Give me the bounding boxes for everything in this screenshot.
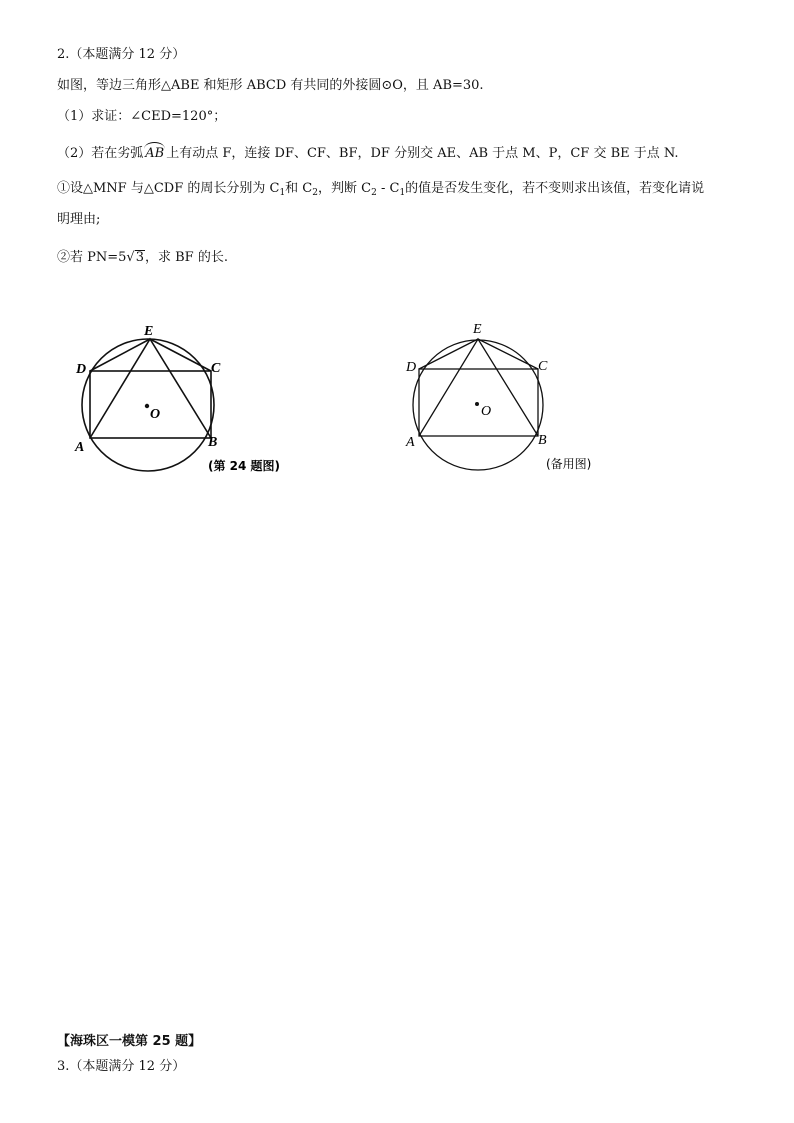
label-b: B [208,435,218,450]
sub2-text-a: ②若 PN=5 [57,250,127,265]
sub1-text-b: 和 C [285,181,313,196]
sub1-subscript-3: 2 [371,188,377,198]
q2-sub1 [57,180,704,202]
sub1-text-c: ，判断 C [318,181,372,196]
q2-part2 [57,145,679,163]
q3-source: 【海珠区一模第 25 题】 [57,1034,202,1049]
sub1-text-a: ①设△MNF 与△CDF 的周长分别为 C [57,181,280,196]
sub1-subscript-1: 1 [279,188,286,198]
q2-part1: （1）求证：∠CED=120°； [57,109,227,124]
label-o: O [150,407,161,422]
sub1-text-d: - C [376,181,400,196]
sub1-text-e: 的值是否发生变化，若不变则求出该值，若变化请说 [405,181,705,196]
q2-part2-pre: （2）若在劣弧 [57,146,144,161]
q3-header: 3.（本题满分 12 分） [57,1059,186,1074]
figure-caption: (第 24 题图) [208,459,281,473]
label-d: D [76,362,87,377]
label-d: D [406,360,417,375]
arc-label: AB [145,146,165,161]
q2-sub1-continued: 明理由; [57,212,101,227]
sqrt-sign-icon: √ [126,250,135,265]
triangle-abe [90,339,211,438]
rectangle-abcd [90,371,211,438]
label-c: C [211,361,221,376]
label-a: A [75,440,85,455]
sub1-subscript-2: 2 [312,188,318,198]
sub2-text-b: ，求 BF 的长. [145,250,228,265]
q2-sub2 [57,249,228,267]
rectangle-abcd [419,369,538,436]
center-point [145,404,149,408]
arc-mark-icon [144,142,165,149]
label-e: E [144,324,154,339]
label-b: B [538,433,547,448]
figure-main [70,318,310,483]
figure-caption: (备用图) [546,457,592,471]
center-point [475,402,479,406]
q2-header: 2.（本题满分 12 分） [57,47,186,62]
triangle-abe [419,339,538,436]
sqrt-radicand: 3 [135,250,144,265]
label-e: E [473,322,482,337]
label-c: C [538,359,548,374]
label-a: A [406,435,415,450]
arc-notation [143,145,166,163]
q2-part2-post: 上有动点 F，连接 DF、CF、BF，DF 分别交 AE、AB 于点 M、P，CF 交 BE 于点 N. [166,146,679,161]
q2-stem: 如图，等边三角形△ABE 和矩形 ABCD 有共同的外接圆⊙O，且 AB=30. [57,78,484,93]
figure-backup [398,318,638,483]
sub1-subscript-4: 1 [399,188,406,198]
label-o: O [481,404,492,419]
